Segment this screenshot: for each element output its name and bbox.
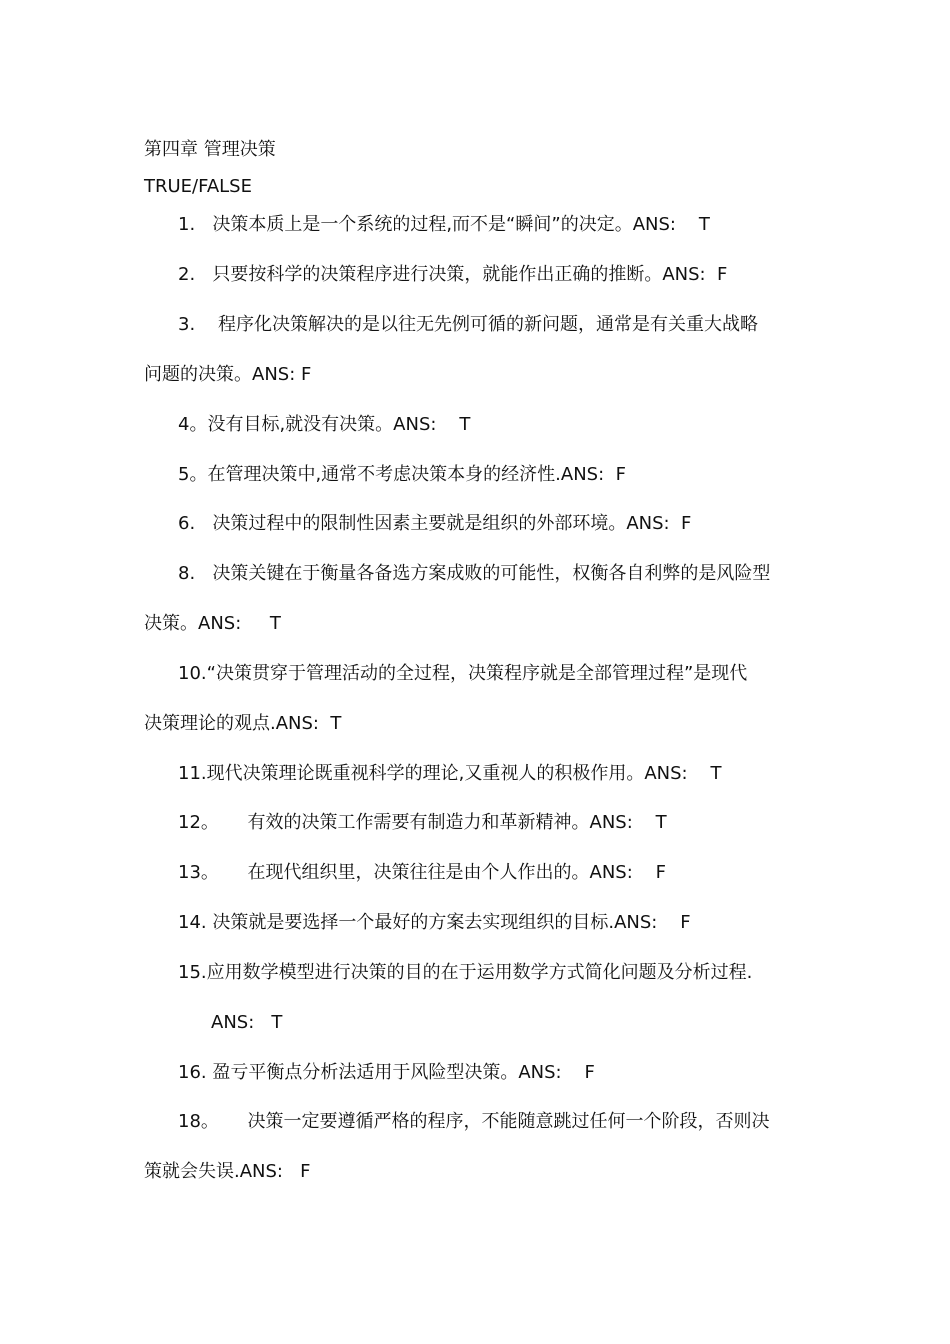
question-10-continuation: 决策理论的观点.ANS: T bbox=[144, 713, 342, 734]
question-6: 6. 决策过程中的限制性因素主要就是组织的外部环境。ANS: F bbox=[178, 513, 692, 534]
question-15: 15.应用数学模型进行决策的目的在于运用数学方式简化问题及分析过程. bbox=[178, 962, 753, 983]
question-2: 2. 只要按科学的决策程序进行决策，就能作出正确的推断。ANS: F bbox=[178, 264, 728, 285]
chapter-title: 第四章 管理决策 bbox=[144, 139, 276, 160]
question-18: 18。 决策一定要遵循严格的程序，不能随意跳过任何一个阶段，否则决 bbox=[178, 1111, 770, 1132]
question-8: 8. 决策关键在于衡量各备选方案成败的可能性，权衡各自利弊的是风险型 bbox=[178, 563, 771, 584]
question-14: 14. 决策就是要选择一个最好的方案去实现组织的目标.ANS: F bbox=[178, 912, 691, 933]
section-title: TRUE/FALSE bbox=[144, 176, 252, 197]
question-10: 10.“决策贯穿于管理活动的全过程，决策程序就是全部管理过程”是现代 bbox=[178, 663, 748, 684]
question-5: 5。在管理决策中,通常不考虑决策本身的经济性.ANS: F bbox=[178, 464, 626, 485]
question-18-continuation: 策就会失误.ANS: F bbox=[144, 1161, 311, 1182]
question-4: 4。没有目标,就没有决策。ANS: T bbox=[178, 414, 471, 435]
question-3: 3. 程序化决策解决的是以往无先例可循的新问题，通常是有关重大战略 bbox=[178, 314, 759, 335]
question-16: 16. 盈亏平衡点分析法适用于风险型决策。ANS: F bbox=[178, 1062, 595, 1083]
question-3-continuation: 问题的决策。ANS: F bbox=[144, 364, 312, 385]
question-8-continuation: 决策。ANS: T bbox=[144, 613, 281, 634]
question-12: 12。 有效的决策工作需要有制造力和革新精神。ANS: T bbox=[178, 812, 667, 833]
question-13: 13。 在现代组织里，决策往往是由个人作出的。ANS: F bbox=[178, 862, 667, 883]
question-1: 1. 决策本质上是一个系统的过程,而不是“瞬间”的决定。ANS: T bbox=[178, 214, 710, 235]
question-15-answer: ANS: T bbox=[211, 1012, 283, 1033]
question-11: 11.现代决策理论既重视科学的理论,又重视人的积极作用。ANS: T bbox=[178, 763, 722, 784]
